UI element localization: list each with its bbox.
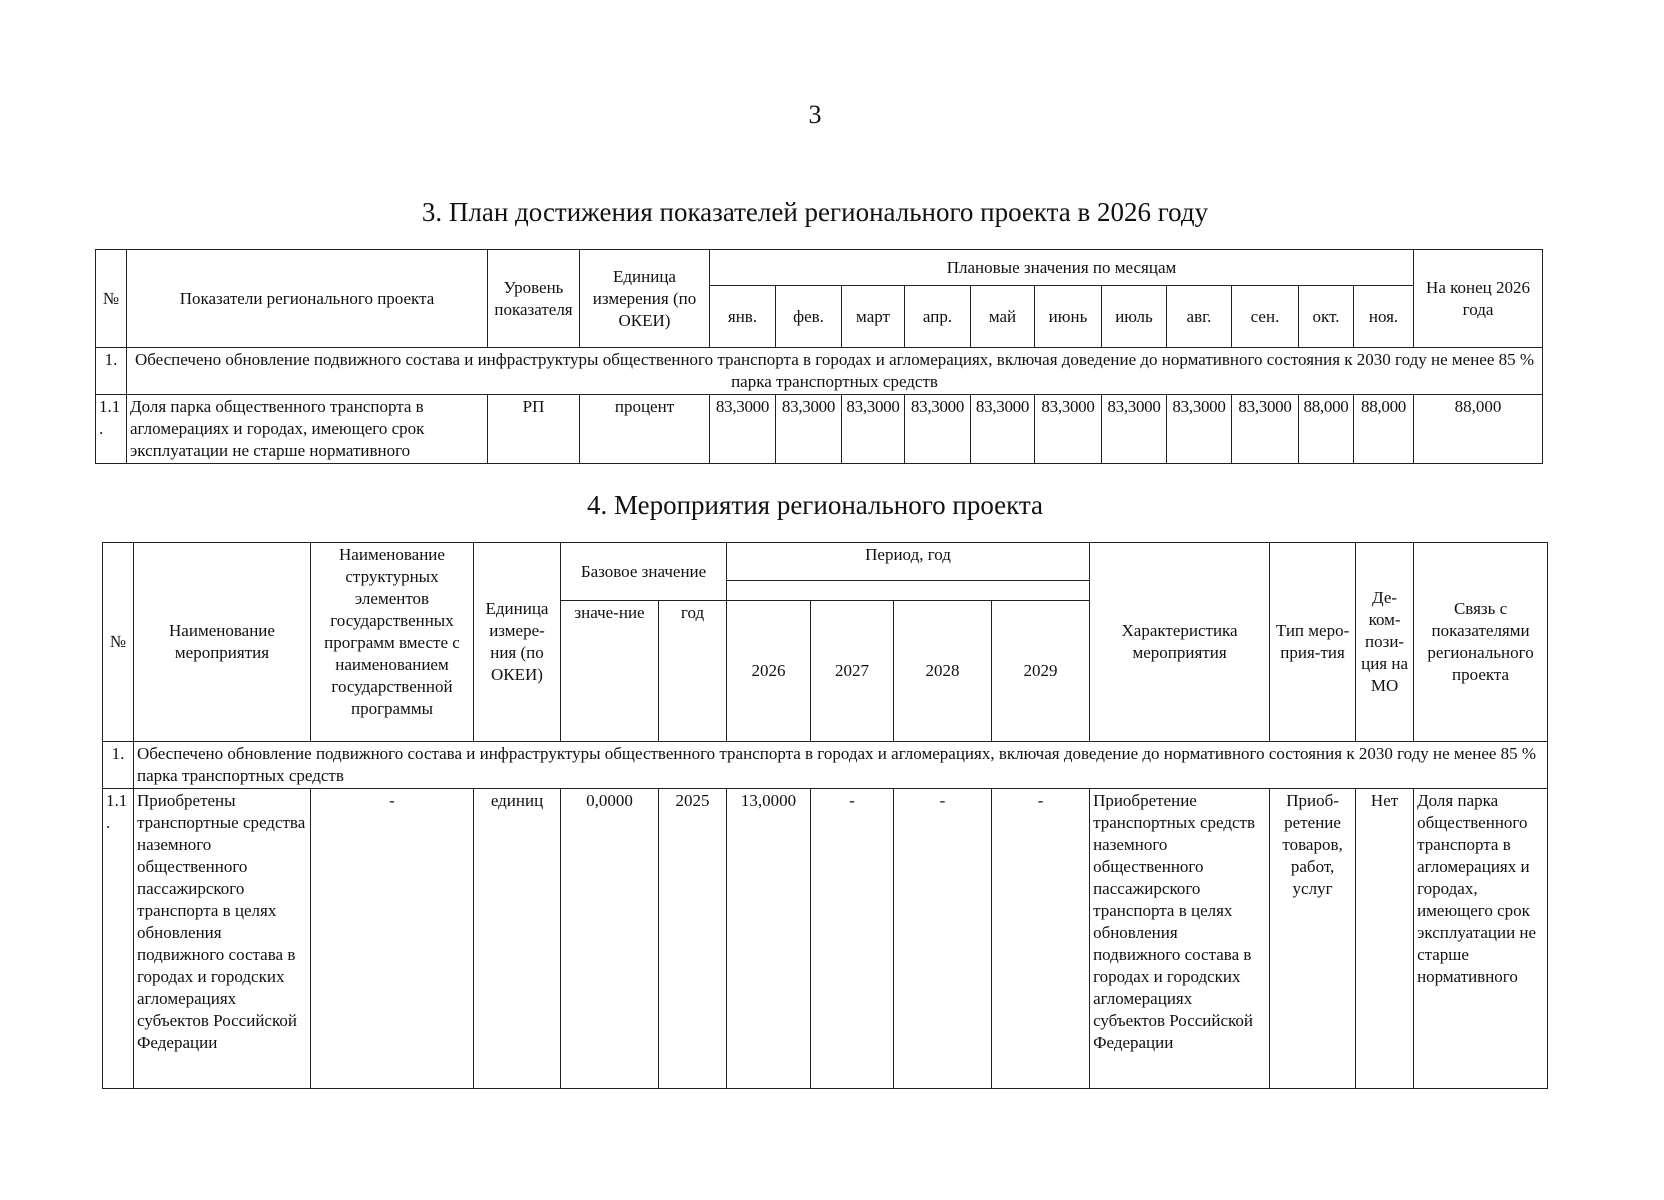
col-header-unit: Единица измерения (по ОКЕИ) bbox=[580, 250, 710, 348]
col-header-month: апр. bbox=[905, 286, 971, 348]
col-header-indicator: Показатели регионального проекта bbox=[127, 250, 488, 348]
row-month-value: 83,3000 bbox=[971, 395, 1035, 464]
row-year-value: - bbox=[811, 789, 894, 1089]
col-header-month: сен. bbox=[1232, 286, 1299, 348]
group-text: Обеспечено обновление подвижного состава и инфраструктуры общественного транспорта в городах и агломерациях, включая доведение до нормативного состояния к 2030 году не менее 85 % парка транспортных средств bbox=[127, 348, 1543, 395]
col-header-type: Тип меро-прия-тия bbox=[1270, 543, 1356, 742]
row-indicator: Доля парка общественного транспорта в агломерациях и городах, имеющего срок эксплуатации не старше нормативного bbox=[127, 395, 488, 464]
row-base-value: 0,0000 bbox=[561, 789, 659, 1089]
row-month-value: 88,000 bbox=[1354, 395, 1414, 464]
col-header-year: 2026 bbox=[727, 601, 811, 742]
col-header-decomp: Де-ком-пози-ция на МО bbox=[1356, 543, 1414, 742]
row-characteristic: Приобретение транспортных средств наземного общественного пассажирского транспорта в целях обновления подвижного состава в городах и городских агломерациях субъектов Российской Федерации bbox=[1090, 789, 1270, 1089]
col-header-period: Период, год bbox=[727, 543, 1090, 581]
col-header-end: На конец 2026 года bbox=[1414, 250, 1543, 348]
table-row bbox=[103, 789, 1548, 1089]
period-subdivider bbox=[727, 581, 1090, 601]
col-header-level: Уровень показателя bbox=[488, 250, 580, 348]
table-row bbox=[96, 395, 1543, 464]
row-unit: процент bbox=[580, 395, 710, 464]
row-year-value: - bbox=[992, 789, 1090, 1089]
col-header-name: Наименование мероприятия bbox=[134, 543, 311, 742]
row-end-value: 88,000 bbox=[1414, 395, 1543, 464]
row-num: 1.1. bbox=[103, 789, 134, 1089]
group-row bbox=[96, 348, 1543, 395]
table-header-row bbox=[96, 250, 1543, 286]
row-level: РП bbox=[488, 395, 580, 464]
page-number: 3 bbox=[808, 100, 822, 129]
row-month-value: 83,3000 bbox=[710, 395, 776, 464]
group-row bbox=[103, 742, 1548, 789]
row-month-value: 83,3000 bbox=[1102, 395, 1167, 464]
row-name: Приобретены транспортные средства наземного общественного пассажирского транспорта в целях обновления подвижного состава в городах и городских агломерациях субъектов Российской Федерации bbox=[134, 789, 311, 1089]
group-num: 1. bbox=[103, 742, 134, 789]
col-header-year: 2029 bbox=[992, 601, 1090, 742]
col-header-month: авг. bbox=[1167, 286, 1232, 348]
indicators-plan-table bbox=[95, 249, 1543, 464]
activities-table bbox=[102, 542, 1548, 1089]
row-year-value: 13,0000 bbox=[727, 789, 811, 1089]
section-4-title: 4. Мероприятия регионального проекта bbox=[586, 490, 1044, 520]
row-month-value: 83,3000 bbox=[905, 395, 971, 464]
col-header-num: № bbox=[96, 250, 127, 348]
col-header-base-year: год bbox=[659, 601, 727, 742]
col-header-month: окт. bbox=[1299, 286, 1354, 348]
col-header-year: 2028 bbox=[894, 601, 992, 742]
col-header-month: март bbox=[842, 286, 905, 348]
row-type: Приоб-ретение товаров, работ, услуг bbox=[1270, 789, 1356, 1089]
row-num: 1.1. bbox=[96, 395, 127, 464]
col-header-month: янв. bbox=[710, 286, 776, 348]
col-header-month: май bbox=[971, 286, 1035, 348]
col-header-num: № bbox=[103, 543, 134, 742]
col-header-base-value: значе-ние bbox=[561, 601, 659, 742]
col-header-structural: Наименование структурных элементов государственных программ вместе с наименованием государственной программы bbox=[311, 543, 474, 742]
section-3-title: 3. План достижения показателей регионального проекта в 2026 году bbox=[421, 197, 1209, 227]
col-header-month: июль bbox=[1102, 286, 1167, 348]
col-header-month: июнь bbox=[1035, 286, 1102, 348]
row-month-value: 83,3000 bbox=[1232, 395, 1299, 464]
row-base-year: 2025 bbox=[659, 789, 727, 1089]
row-month-value: 88,000 bbox=[1299, 395, 1354, 464]
col-header-characteristic: Характеристика мероприятия bbox=[1090, 543, 1270, 742]
table-header-row bbox=[103, 543, 1548, 581]
col-header-unit: Единица измере-ния (по ОКЕИ) bbox=[474, 543, 561, 742]
group-text: Обеспечено обновление подвижного состава и инфраструктуры общественного транспорта в городах и агломерациях, включая доведение до нормативного состояния к 2030 году не менее 85 % парка транспортных средств bbox=[134, 742, 1548, 789]
row-unit: единиц bbox=[474, 789, 561, 1089]
col-header-month: фев. bbox=[776, 286, 842, 348]
col-header-link: Связь с показателями регионального проекта bbox=[1414, 543, 1548, 742]
row-month-value: 83,3000 bbox=[1035, 395, 1102, 464]
row-decomp: Нет bbox=[1356, 789, 1414, 1089]
col-header-monthly: Плановые значения по месяцам bbox=[710, 250, 1414, 286]
col-header-base: Базовое значение bbox=[561, 543, 727, 601]
group-num: 1. bbox=[96, 348, 127, 395]
row-link: Доля парка общественного транспорта в агломерациях и городах, имеющего срок эксплуатации не старше нормативного bbox=[1414, 789, 1548, 1089]
row-structural: - bbox=[311, 789, 474, 1089]
col-header-month: ноя. bbox=[1354, 286, 1414, 348]
row-year-value: - bbox=[894, 789, 992, 1089]
row-month-value: 83,3000 bbox=[842, 395, 905, 464]
row-month-value: 83,3000 bbox=[1167, 395, 1232, 464]
row-month-value: 83,3000 bbox=[776, 395, 842, 464]
col-header-year: 2027 bbox=[811, 601, 894, 742]
